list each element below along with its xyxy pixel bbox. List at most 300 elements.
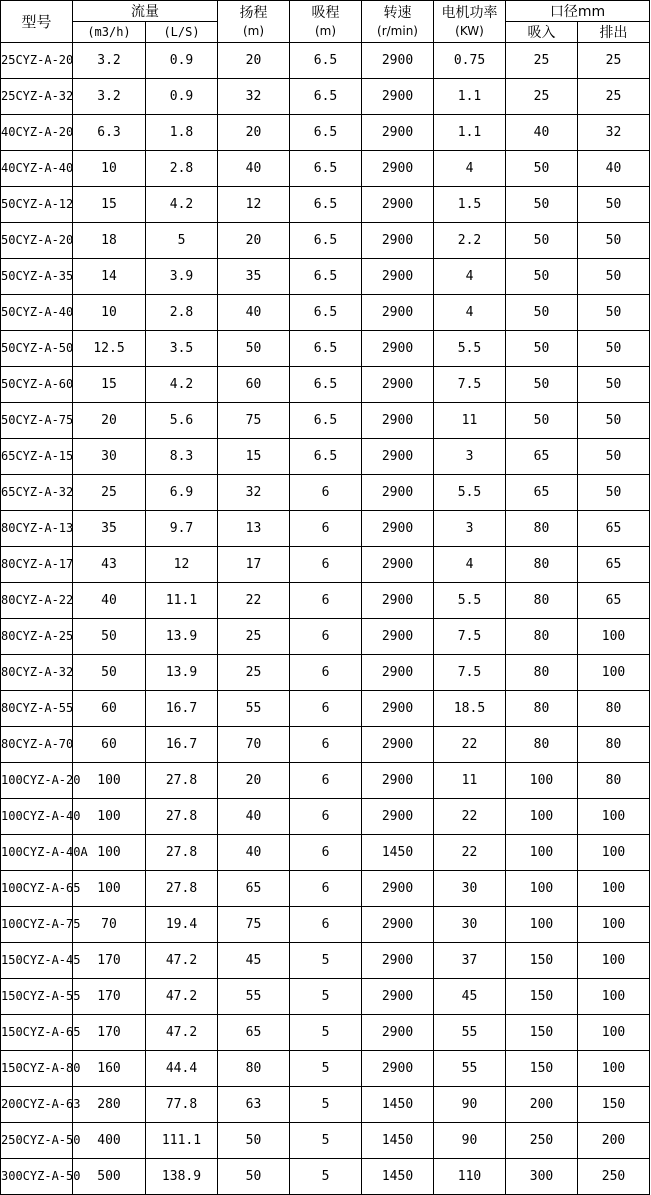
- outlet-cell: 200: [578, 1123, 650, 1159]
- power-cell: 90: [434, 1087, 506, 1123]
- outlet-cell: 50: [578, 187, 650, 223]
- power-cell: 1.5: [434, 187, 506, 223]
- suction-cell: 6: [290, 691, 362, 727]
- power-cell: 22: [434, 727, 506, 763]
- model-cell: 50CYZ-A-75: [1, 403, 73, 439]
- outlet-cell: 150: [578, 1087, 650, 1123]
- inlet-cell: 150: [506, 943, 578, 979]
- power-cell: 7.5: [434, 367, 506, 403]
- flow-ls-cell: 5: [146, 223, 218, 259]
- table-row: [1, 691, 650, 727]
- model-cell: 50CYZ-A-35: [1, 259, 73, 295]
- inlet-cell: 50: [506, 223, 578, 259]
- flow-m3h-cell: 40: [73, 583, 146, 619]
- power-cell: 4: [434, 151, 506, 187]
- suction-cell: 6: [290, 583, 362, 619]
- outlet-cell: 40: [578, 151, 650, 187]
- inlet-cell: 100: [506, 907, 578, 943]
- suction-cell: 5: [290, 1123, 362, 1159]
- inlet-cell: 80: [506, 691, 578, 727]
- speed-cell: 2900: [362, 151, 434, 187]
- model-cell: 100CYZ-A-75: [1, 907, 73, 943]
- head-cell: 63: [218, 1087, 290, 1123]
- power-cell: 11: [434, 403, 506, 439]
- head-cell: 70: [218, 727, 290, 763]
- suction-cell: 6.5: [290, 223, 362, 259]
- suction-cell: 6: [290, 727, 362, 763]
- speed-cell: 2900: [362, 223, 434, 259]
- head-cell: 60: [218, 367, 290, 403]
- head-cell: 40: [218, 151, 290, 187]
- suction-cell: 6: [290, 907, 362, 943]
- model-cell: 25CYZ-A-32: [1, 79, 73, 115]
- speed-cell: 2900: [362, 439, 434, 475]
- speed-cell: 1450: [362, 1159, 434, 1195]
- head-cell: 17: [218, 547, 290, 583]
- flow-ls-cell: 4.2: [146, 187, 218, 223]
- suction-cell: 6.5: [290, 403, 362, 439]
- model-cell: 80CYZ-A-17: [1, 547, 73, 583]
- head-cell: 13: [218, 511, 290, 547]
- suction-cell: 6.5: [290, 151, 362, 187]
- outlet-cell: 100: [578, 1015, 650, 1051]
- speed-cell: 2900: [362, 43, 434, 79]
- table-row: [1, 943, 650, 979]
- table-row: [1, 1087, 650, 1123]
- table-row: [1, 547, 650, 583]
- table-row: [1, 799, 650, 835]
- suction-header-label: 吸程: [311, 4, 340, 21]
- outlet-cell: 32: [578, 115, 650, 151]
- model-cell: 100CYZ-A-65: [1, 871, 73, 907]
- table-row: [1, 187, 650, 223]
- table-row: [1, 331, 650, 367]
- flow-ls-cell: 9.7: [146, 511, 218, 547]
- inlet-cell: 100: [506, 763, 578, 799]
- head-cell: 50: [218, 331, 290, 367]
- table-row: [1, 295, 650, 331]
- suction-cell: 6: [290, 655, 362, 691]
- model-cell: 25CYZ-A-20: [1, 43, 73, 79]
- speed-header-label: 转速: [383, 4, 412, 21]
- power-cell: 30: [434, 907, 506, 943]
- table-row: [1, 1015, 650, 1051]
- flow-ls-cell: 0.9: [146, 79, 218, 115]
- suction-cell: 5: [290, 1051, 362, 1087]
- speed-cell: 1450: [362, 1087, 434, 1123]
- inlet-cell: 25: [506, 79, 578, 115]
- table-row: [1, 475, 650, 511]
- power-cell: 90: [434, 1123, 506, 1159]
- model-cell: 250CYZ-A-50: [1, 1123, 73, 1159]
- speed-cell: 2900: [362, 547, 434, 583]
- table-row: [1, 79, 650, 115]
- model-header: 型号: [1, 1, 73, 43]
- outlet-cell: 100: [578, 871, 650, 907]
- suction-cell: 6: [290, 619, 362, 655]
- flow-ls-cell: 16.7: [146, 727, 218, 763]
- inlet-cell: 65: [506, 439, 578, 475]
- outlet-cell: 100: [578, 799, 650, 835]
- inlet-cell: 100: [506, 799, 578, 835]
- power-cell: 7.5: [434, 619, 506, 655]
- flow-ls-cell: 13.9: [146, 655, 218, 691]
- speed-cell: 2900: [362, 403, 434, 439]
- head-cell: 65: [218, 1015, 290, 1051]
- model-cell: 50CYZ-A-60: [1, 367, 73, 403]
- suction-cell: 6: [290, 871, 362, 907]
- speed-cell: 2900: [362, 907, 434, 943]
- inlet-cell: 50: [506, 295, 578, 331]
- flow-ls-cell: 16.7: [146, 691, 218, 727]
- outlet-cell: 100: [578, 835, 650, 871]
- head-cell: 50: [218, 1123, 290, 1159]
- model-cell: 100CYZ-A-20: [1, 763, 73, 799]
- outlet-cell: 50: [578, 259, 650, 295]
- model-cell: 150CYZ-A-65: [1, 1015, 73, 1051]
- head-cell: 55: [218, 979, 290, 1015]
- suction-cell: 6: [290, 835, 362, 871]
- flow-m3h-cell: 400: [73, 1123, 146, 1159]
- power-cell: 7.5: [434, 655, 506, 691]
- model-cell: 80CYZ-A-25: [1, 619, 73, 655]
- table-row: [1, 259, 650, 295]
- speed-cell: 2900: [362, 367, 434, 403]
- speed-cell: 2900: [362, 691, 434, 727]
- flow-ls-cell: 8.3: [146, 439, 218, 475]
- flow-m3h-cell: 50: [73, 619, 146, 655]
- model-cell: 150CYZ-A-80: [1, 1051, 73, 1087]
- suction-cell: 6.5: [290, 295, 362, 331]
- flow-ls-cell: 47.2: [146, 943, 218, 979]
- flow-m3h-cell: 100: [73, 799, 146, 835]
- speed-cell: 1450: [362, 835, 434, 871]
- power-cell: 3: [434, 511, 506, 547]
- head-cell: 20: [218, 115, 290, 151]
- flow-ls-cell: 27.8: [146, 871, 218, 907]
- head-cell: 20: [218, 223, 290, 259]
- speed-cell: 2900: [362, 115, 434, 151]
- inlet-cell: 80: [506, 583, 578, 619]
- suction-cell: 6.5: [290, 43, 362, 79]
- flow-ls-cell: 3.5: [146, 331, 218, 367]
- outlet-cell: 65: [578, 511, 650, 547]
- suction-cell: 6.5: [290, 439, 362, 475]
- power-cell: 11: [434, 763, 506, 799]
- table-row: [1, 151, 650, 187]
- flow-ls-cell: 44.4: [146, 1051, 218, 1087]
- suction-cell: 6.5: [290, 259, 362, 295]
- flow-ls-cell: 27.8: [146, 799, 218, 835]
- power-cell: 1.1: [434, 79, 506, 115]
- power-cell: 55: [434, 1051, 506, 1087]
- model-cell: 50CYZ-A-20: [1, 223, 73, 259]
- flow-m3h-cell: 50: [73, 655, 146, 691]
- flow-m3h-cell: 30: [73, 439, 146, 475]
- table-row: [1, 763, 650, 799]
- suction-cell: 5: [290, 943, 362, 979]
- outlet-cell: 25: [578, 43, 650, 79]
- power-cell: 1.1: [434, 115, 506, 151]
- model-cell: 40CYZ-A-40: [1, 151, 73, 187]
- flow-m3h-cell: 70: [73, 907, 146, 943]
- table-row: [1, 583, 650, 619]
- suction-cell: 5: [290, 1015, 362, 1051]
- outlet-cell: 100: [578, 943, 650, 979]
- speed-cell: 2900: [362, 259, 434, 295]
- head-cell: 40: [218, 835, 290, 871]
- outlet-cell: 100: [578, 655, 650, 691]
- flow-ls-cell: 138.9: [146, 1159, 218, 1195]
- suction-cell: 6.5: [290, 79, 362, 115]
- table-row: [1, 1159, 650, 1195]
- suction-cell: 6.5: [290, 367, 362, 403]
- inlet-cell: 150: [506, 1015, 578, 1051]
- inlet-header: 吸入: [506, 22, 578, 43]
- inlet-cell: 100: [506, 871, 578, 907]
- flow-m3h-cell: 14: [73, 259, 146, 295]
- table-row: [1, 727, 650, 763]
- head-cell: 75: [218, 907, 290, 943]
- power-cell: 5.5: [434, 331, 506, 367]
- flow-m3h-cell: 35: [73, 511, 146, 547]
- speed-cell: 2900: [362, 187, 434, 223]
- inlet-cell: 250: [506, 1123, 578, 1159]
- table-row: [1, 1123, 650, 1159]
- flow-ls-cell: 19.4: [146, 907, 218, 943]
- suction-cell: 6.5: [290, 115, 362, 151]
- flow-ls-cell: 111.1: [146, 1123, 218, 1159]
- speed-cell: 2900: [362, 511, 434, 547]
- header-row-1: [1, 1, 650, 22]
- model-cell: 150CYZ-A-55: [1, 979, 73, 1015]
- model-cell: 65CYZ-A-32: [1, 475, 73, 511]
- power-cell: 22: [434, 799, 506, 835]
- inlet-cell: 150: [506, 1051, 578, 1087]
- outlet-cell: 80: [578, 763, 650, 799]
- power-cell: 3: [434, 439, 506, 475]
- power-header-label: 电机功率: [441, 4, 498, 21]
- head-cell: 75: [218, 403, 290, 439]
- table-row: [1, 1051, 650, 1087]
- power-cell: 4: [434, 295, 506, 331]
- flow-m3h-cell: 100: [73, 763, 146, 799]
- power-header-unit: (KW): [455, 23, 484, 38]
- flow-m3h-cell: 10: [73, 295, 146, 331]
- suction-cell: 5: [290, 979, 362, 1015]
- power-cell: 22: [434, 835, 506, 871]
- table-row: [1, 979, 650, 1015]
- power-cell: 4: [434, 547, 506, 583]
- flow-ls-cell: 13.9: [146, 619, 218, 655]
- model-cell: 40CYZ-A-20: [1, 115, 73, 151]
- head-cell: 45: [218, 943, 290, 979]
- flow-ls-cell: 2.8: [146, 151, 218, 187]
- power-cell: 2.2: [434, 223, 506, 259]
- inlet-cell: 150: [506, 979, 578, 1015]
- table-row: [1, 403, 650, 439]
- flow-ls-cell: 6.9: [146, 475, 218, 511]
- speed-cell: 2900: [362, 763, 434, 799]
- table-row: [1, 655, 650, 691]
- head-cell: 80: [218, 1051, 290, 1087]
- outlet-cell: 100: [578, 619, 650, 655]
- model-cell: 100CYZ-A-40: [1, 799, 73, 835]
- suction-cell: 6: [290, 799, 362, 835]
- suction-cell: 6: [290, 511, 362, 547]
- power-cell: 110: [434, 1159, 506, 1195]
- head-header: [218, 1, 290, 43]
- outlet-cell: 50: [578, 367, 650, 403]
- diameter-header: 口径mm: [506, 1, 650, 22]
- model-cell: 80CYZ-A-70: [1, 727, 73, 763]
- outlet-cell: 50: [578, 331, 650, 367]
- head-cell: 35: [218, 259, 290, 295]
- model-cell: 150CYZ-A-45: [1, 943, 73, 979]
- suction-cell: 6.5: [290, 331, 362, 367]
- table-row: [1, 871, 650, 907]
- speed-cell: 2900: [362, 331, 434, 367]
- speed-cell: 1450: [362, 1123, 434, 1159]
- flow-m3h-cell: 15: [73, 367, 146, 403]
- speed-cell: 2900: [362, 475, 434, 511]
- power-cell: 37: [434, 943, 506, 979]
- head-cell: 25: [218, 655, 290, 691]
- flow-ls-cell: 4.2: [146, 367, 218, 403]
- model-cell: 50CYZ-A-40: [1, 295, 73, 331]
- outlet-cell: 65: [578, 547, 650, 583]
- speed-cell: 2900: [362, 79, 434, 115]
- suction-header: [290, 1, 362, 43]
- inlet-cell: 50: [506, 331, 578, 367]
- outlet-cell: 80: [578, 691, 650, 727]
- outlet-cell: 80: [578, 727, 650, 763]
- inlet-cell: 50: [506, 187, 578, 223]
- outlet-cell: 25: [578, 79, 650, 115]
- power-cell: 55: [434, 1015, 506, 1051]
- flow-m3h-cell: 170: [73, 979, 146, 1015]
- head-cell: 65: [218, 871, 290, 907]
- flow-m3h-cell: 170: [73, 943, 146, 979]
- flow-m3h-cell: 43: [73, 547, 146, 583]
- outlet-cell: 100: [578, 1051, 650, 1087]
- speed-cell: 2900: [362, 979, 434, 1015]
- power-cell: 5.5: [434, 475, 506, 511]
- head-cell: 32: [218, 475, 290, 511]
- head-cell: 20: [218, 43, 290, 79]
- model-cell: 100CYZ-A-40A: [1, 835, 73, 871]
- suction-cell: 6: [290, 547, 362, 583]
- outlet-cell: 50: [578, 475, 650, 511]
- outlet-cell: 250: [578, 1159, 650, 1195]
- inlet-cell: 40: [506, 115, 578, 151]
- speed-header: [362, 1, 434, 43]
- head-cell: 40: [218, 799, 290, 835]
- power-cell: 18.5: [434, 691, 506, 727]
- head-cell: 32: [218, 79, 290, 115]
- inlet-cell: 100: [506, 835, 578, 871]
- suction-cell: 5: [290, 1087, 362, 1123]
- inlet-cell: 80: [506, 547, 578, 583]
- head-header-unit: (m): [242, 23, 265, 38]
- flow-m3h-cell: 25: [73, 475, 146, 511]
- speed-cell: 2900: [362, 619, 434, 655]
- suction-cell: 6: [290, 475, 362, 511]
- model-cell: 80CYZ-A-22: [1, 583, 73, 619]
- inlet-cell: 200: [506, 1087, 578, 1123]
- flow-m3h-cell: 10: [73, 151, 146, 187]
- inlet-cell: 25: [506, 43, 578, 79]
- flow-header: 流量: [73, 1, 218, 22]
- speed-cell: 2900: [362, 583, 434, 619]
- speed-cell: 2900: [362, 727, 434, 763]
- speed-cell: 2900: [362, 871, 434, 907]
- power-header: [434, 1, 506, 43]
- model-cell: 80CYZ-A-32: [1, 655, 73, 691]
- flow-ls-cell: 77.8: [146, 1087, 218, 1123]
- flow-ls-cell: 27.8: [146, 763, 218, 799]
- head-header-label: 扬程: [239, 4, 268, 21]
- table-row: [1, 835, 650, 871]
- flow-ls-cell: 1.8: [146, 115, 218, 151]
- power-cell: 45: [434, 979, 506, 1015]
- inlet-cell: 80: [506, 727, 578, 763]
- flow-ls-header: (L/S): [146, 22, 218, 43]
- flow-m3h-cell: 6.3: [73, 115, 146, 151]
- power-cell: 0.75: [434, 43, 506, 79]
- inlet-cell: 300: [506, 1159, 578, 1195]
- table-row: [1, 43, 650, 79]
- head-cell: 40: [218, 295, 290, 331]
- suction-cell: 6.5: [290, 187, 362, 223]
- model-cell: 200CYZ-A-63: [1, 1087, 73, 1123]
- speed-header-unit: (r/min): [377, 23, 418, 38]
- inlet-cell: 80: [506, 619, 578, 655]
- inlet-cell: 50: [506, 259, 578, 295]
- flow-m3h-cell: 3.2: [73, 79, 146, 115]
- outlet-cell: 50: [578, 223, 650, 259]
- head-cell: 25: [218, 619, 290, 655]
- head-cell: 22: [218, 583, 290, 619]
- flow-ls-cell: 11.1: [146, 583, 218, 619]
- outlet-header: 排出: [578, 22, 650, 43]
- speed-cell: 2900: [362, 295, 434, 331]
- flow-m3h-cell: 100: [73, 871, 146, 907]
- power-cell: 4: [434, 259, 506, 295]
- flow-m3h-cell: 280: [73, 1087, 146, 1123]
- flow-m3h-cell: 500: [73, 1159, 146, 1195]
- suction-header-unit: (m): [314, 23, 337, 38]
- inlet-cell: 50: [506, 367, 578, 403]
- flow-m3h-cell: 12.5: [73, 331, 146, 367]
- head-cell: 20: [218, 763, 290, 799]
- outlet-cell: 100: [578, 907, 650, 943]
- speed-cell: 2900: [362, 943, 434, 979]
- flow-ls-cell: 12: [146, 547, 218, 583]
- table-body: [1, 43, 650, 1195]
- table-row: [1, 223, 650, 259]
- model-cell: 50CYZ-A-12: [1, 187, 73, 223]
- suction-cell: 6: [290, 763, 362, 799]
- model-cell: 80CYZ-A-55: [1, 691, 73, 727]
- table-row: [1, 367, 650, 403]
- flow-m3h-cell: 170: [73, 1015, 146, 1051]
- model-cell: 65CYZ-A-15: [1, 439, 73, 475]
- power-cell: 30: [434, 871, 506, 907]
- table-row: [1, 511, 650, 547]
- speed-cell: 2900: [362, 799, 434, 835]
- head-cell: 50: [218, 1159, 290, 1195]
